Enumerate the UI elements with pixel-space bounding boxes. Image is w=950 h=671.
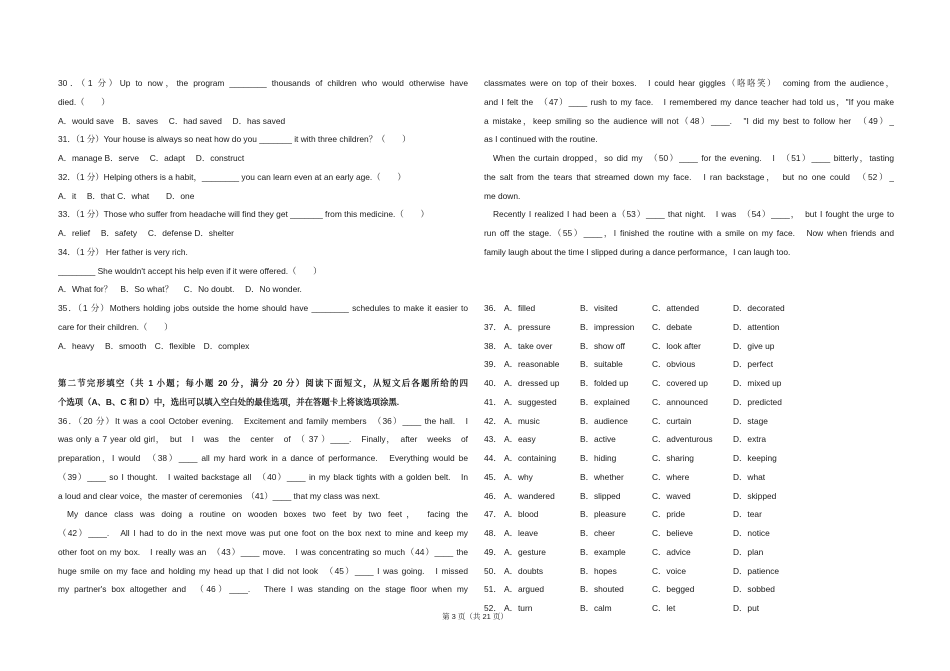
question-35-cont: care for their children.（ ） (58, 321, 173, 332)
option-c: C．let (652, 603, 676, 613)
question-34-cont: ________ She wouldn't accept his help even if it were offered.（ ） (58, 265, 322, 276)
option-d: D．what (733, 471, 766, 482)
option-row (484, 374, 894, 393)
question-30-cont: died.（ ） (58, 96, 110, 107)
spacer (484, 262, 894, 281)
option-a: A．reasonable (504, 359, 560, 370)
option-row (484, 393, 894, 412)
option-row (484, 430, 894, 449)
passage-line: Recently I realized I had been a（53）____ that night. I was （54）____， but I fought the urge to (493, 209, 894, 220)
option-d: D．extra (733, 434, 767, 445)
passage-line: a mistake，keep smiling so the audience will not（48）____. "I did my best to follow her （49）_ (484, 115, 894, 126)
option-d: D．stage (733, 415, 768, 426)
option-c: C．sharing (652, 453, 694, 463)
question-34: 34．（1 分） Her father is very rich. (58, 246, 188, 257)
option-d: D．notice (733, 528, 770, 538)
option-number: 49． (484, 546, 502, 557)
passage-line: my partner's box altogether and （46）____. There I was standing on the stage floor when my (58, 584, 468, 595)
option-row (484, 580, 894, 599)
option-row (484, 355, 894, 374)
option-a: A．easy (504, 434, 536, 445)
option-c: C．pride (652, 509, 686, 520)
passage-line: was only a 7 year old girl， but I was the center of （ 37 ）____. Finally， after weeks of (58, 434, 468, 445)
option-d: D．tear (733, 509, 762, 520)
option-number: 41． (484, 396, 502, 407)
passage-line: huge smile on my face and holding my head up that I did not look （45）____ I was going. I missed (58, 565, 468, 576)
option-a: A．doubts (504, 565, 544, 576)
option-b: B．cheer (580, 528, 615, 538)
right-column (484, 74, 894, 618)
option-a: A．turn (504, 603, 533, 613)
option-number: 42． (484, 415, 502, 426)
passage-line: My dance class was doing a routine on wooden boxes two feet by two feet， facing the (67, 509, 468, 520)
option-d: D．plan (733, 546, 764, 557)
option-row (484, 337, 894, 356)
option-number: 40． (484, 378, 502, 388)
option-number: 46． (484, 490, 502, 501)
passage-line: 36．（20 分）It was a cool October evening. Excitement and family members （36）____ the hall. I (58, 415, 468, 426)
option-row (484, 543, 894, 562)
option-a: A．why (504, 471, 533, 482)
option-b: B．calm (580, 603, 612, 613)
option-a: A．suggested (504, 396, 557, 407)
passage-line: preparation，I would （38）____ all my hard work in a dance of performance. Everything would be (58, 453, 468, 463)
option-b: B．audience (580, 415, 628, 426)
option-number: 50． (484, 565, 502, 576)
question-34-options: A．What for？ B．So what？ C．No doubt. D．No wonder. (58, 284, 302, 295)
option-c: C．where (652, 471, 690, 482)
question-35: 35．（1 分）Mothers holding jobs outside the home should have ________ schedules to make it easier to (58, 303, 468, 313)
page-footer: 第 3 页（共 21 页） (442, 612, 508, 621)
option-c: C．advice (652, 546, 691, 557)
question-31: 31．（1 分）Your house is always so neat how do you _______ it with three children？（ ） (58, 134, 411, 145)
option-b: B．pleasure (580, 509, 627, 520)
option-d: D．skipped (733, 490, 777, 501)
option-a: A．argued (504, 584, 545, 595)
passage-line: the salt from the tears that streamed down my face. I ran backstage， but no one could （52）_ (484, 171, 894, 182)
question-30: 30．（1 分）Up to now，the program ________ thousands of children who would otherwise have (58, 78, 468, 88)
option-a: A．leave (504, 528, 538, 538)
option-c: C．voice (652, 565, 686, 576)
option-row (484, 468, 894, 487)
option-number: 45． (484, 471, 502, 482)
option-a: A．wandered (504, 490, 555, 501)
passage-line: and I felt the （47）____ rush to my face. I remembered my dance teacher had told us，"If you make (484, 96, 894, 107)
question-31-options: A．manage B．serve C．adapt D．construct (58, 153, 245, 163)
option-c: C．obvious (652, 359, 696, 370)
option-number: 51． (484, 584, 502, 595)
passage-line: When the curtain dropped，so did my （50）____ for the evening. I （51）____ bitterly，tasting (493, 153, 894, 163)
option-c: C．covered up (652, 378, 708, 388)
option-b: B．example (580, 546, 626, 557)
option-d: D．decorated (733, 303, 785, 313)
left-column (58, 74, 468, 599)
option-c: C．begged (652, 584, 695, 595)
passage-line: other foot on my box. I really was an （43）____ move. I was concentrating so much（44）____ the (58, 546, 468, 557)
option-b: B．hiding (580, 453, 617, 463)
question-30-options: A．would save B．saves C．had saved D．has saved (58, 115, 286, 126)
passage-line: family laugh about the time I slipped during a dance performance，I can laugh too. (484, 246, 791, 257)
option-row (484, 524, 894, 543)
option-b: B．shouted (580, 584, 624, 595)
spacer (58, 355, 468, 374)
option-a: A．gesture (504, 546, 546, 557)
option-d: D．attention (733, 321, 780, 332)
passage-line: me down. (484, 190, 521, 201)
question-32: 32．（1 分）Helping others is a habit，________ you can learn even at an early age.（ ） (58, 171, 406, 182)
option-number: 52． (484, 603, 502, 613)
option-a: A．take over (504, 340, 553, 351)
option-b: B．hopes (580, 565, 617, 576)
option-row (484, 505, 894, 524)
option-d: D．put (733, 603, 760, 613)
option-a: A．containing (504, 453, 557, 463)
option-number: 36． (484, 303, 502, 313)
option-a: A．filled (504, 303, 536, 313)
passage-line: a loud and clear voice，the master of ceremonies （41）____ that my class was next. (58, 490, 381, 501)
option-c: C．waved (652, 490, 691, 501)
option-c: C．announced (652, 396, 708, 407)
option-d: D．patience (733, 565, 780, 576)
option-number: 48． (484, 528, 502, 538)
option-a: A．pressure (504, 321, 551, 332)
option-b: B．visited (580, 303, 618, 313)
option-row (484, 449, 894, 468)
option-number: 37． (484, 321, 502, 332)
option-b: B．slipped (580, 490, 621, 501)
option-d: D．give up (733, 340, 775, 351)
option-c: C．attended (652, 303, 700, 313)
question-35-options: A．heavy B．smooth C．flexible D．complex (58, 340, 250, 351)
question-33-options: A．relief B．safety C．defense D．shelter (58, 228, 234, 238)
section-heading-cont: 个选项（A、B、C 和 D）中，选出可以填入空白处的最佳选项，并在答题卡上将该选项涂黑. (58, 396, 400, 407)
option-c: C．believe (652, 528, 693, 538)
option-row (484, 412, 894, 431)
passage-line: （39）____ so I thought. I waited backstage all （40）____ in my black tights with a golden belt. In (58, 471, 468, 482)
section-heading: 第二节完形填空（共 1 小题；每小题 20 分，满分 20 分）阅读下面短文，从短文后各题所给的四 (58, 378, 468, 388)
option-c: C．curtain (652, 415, 692, 426)
option-a: A．music (504, 415, 540, 426)
option-b: B．folded up (580, 378, 629, 388)
option-a: A．blood (504, 509, 539, 520)
option-row (484, 318, 894, 337)
option-d: D．perfect (733, 359, 774, 370)
option-number: 39． (484, 359, 502, 370)
option-row (484, 562, 894, 581)
option-c: C．debate (652, 321, 693, 332)
cloze-options-table (484, 299, 894, 618)
option-row (484, 487, 894, 506)
option-row (484, 299, 894, 318)
passage-line: （42）____. All I had to do in the next move was put one foot on the box next to mine and keep my (58, 528, 468, 538)
option-b: B．whether (580, 471, 624, 482)
question-32-options: A．it B．that C．what D．one (58, 190, 195, 201)
passage-line: run off the stage.（55）____，I finished the routine with a smile on my face. Now when friends and (484, 228, 894, 238)
option-d: D．keeping (733, 453, 777, 463)
option-b: B．active (580, 434, 616, 445)
option-c: C．adventurous (652, 434, 713, 445)
option-number: 38． (484, 340, 502, 351)
option-c: C．look after (652, 340, 701, 351)
option-b: B．show off (580, 340, 625, 351)
option-d: D．mixed up (733, 378, 782, 388)
option-d: D．predicted (733, 396, 782, 407)
option-number: 43． (484, 434, 502, 445)
question-33: 33．（1 分）Those who suffer from headache will find they get _______ from this medicine.（ ） (58, 209, 429, 220)
option-b: B．explained (580, 396, 630, 407)
option-number: 44． (484, 453, 502, 463)
passage-line: as I continued with the routine. (484, 134, 598, 145)
option-a: A．dressed up (504, 378, 560, 388)
spacer (484, 280, 894, 299)
option-d: D．sobbed (733, 584, 775, 595)
option-b: B．suitable (580, 359, 623, 370)
option-number: 47． (484, 509, 502, 520)
option-b: B．impression (580, 321, 635, 332)
passage-line: classmates were on top of their boxes. I could hear giggles（咯咯笑） coming from the audience， (484, 78, 894, 88)
